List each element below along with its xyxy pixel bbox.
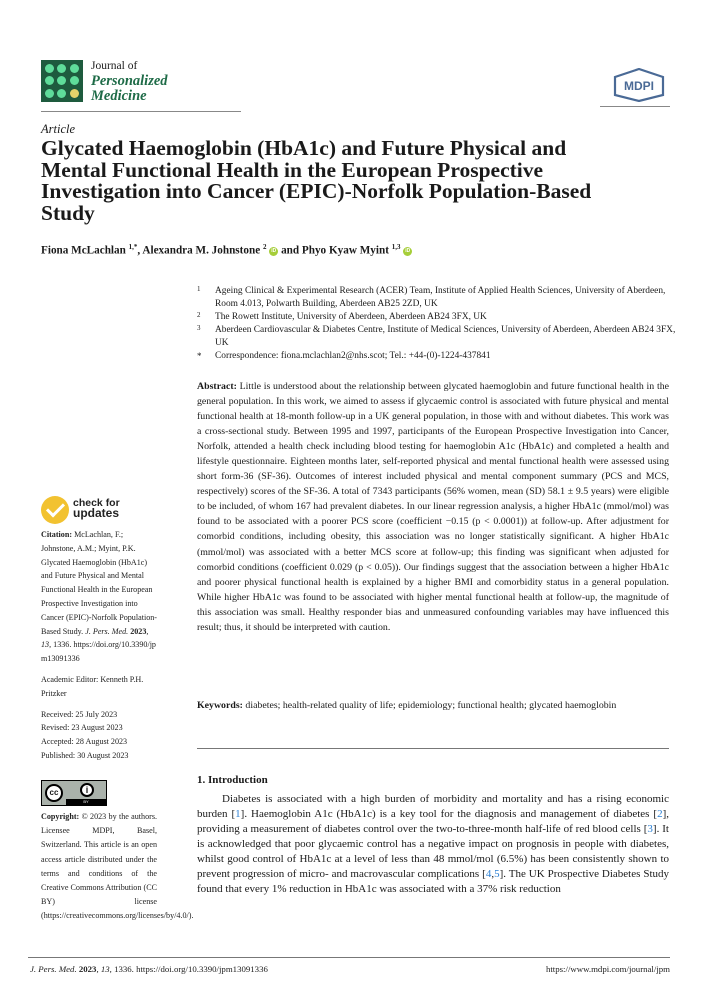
citation-label: Citation: xyxy=(41,530,73,539)
date-received: Received: 25 July 2023 xyxy=(41,709,118,719)
intro-text: ], providing a measurement of diabetes control over the two-to-three-month half-life of red blood cells [ xyxy=(197,808,669,835)
orcid-icon[interactable]: iD xyxy=(405,247,411,254)
citation-volume: 13 xyxy=(41,640,50,650)
orcid-icon[interactable]: iD xyxy=(271,247,277,254)
citation-year: 2023 xyxy=(130,626,147,636)
logo-dot xyxy=(57,76,66,85)
intro-text: ]. The UK Prospective Diabetes Study found that every 1% reduction in HbA1c was associated with a 37% risk reduction xyxy=(197,868,669,895)
affiliation-mark: 2 xyxy=(197,311,201,319)
introduction-paragraph xyxy=(197,792,669,897)
author-affiliation-marks: 1,* xyxy=(128,243,138,251)
by-label: BY xyxy=(66,799,106,805)
header-divider-left xyxy=(41,111,241,112)
logo-dot xyxy=(70,64,79,73)
date-published: Published: 30 August 2023 xyxy=(41,750,129,760)
citation-ref-link[interactable]: 4 xyxy=(485,868,492,880)
check-updates-line1: check for xyxy=(73,497,120,509)
affiliation-mark: * xyxy=(197,351,202,361)
academic-editor: Academic Editor: Kenneth P.H. Pritzker xyxy=(41,674,144,698)
journal-name-line1: Personalized xyxy=(91,73,168,89)
mdpi-logo-icon xyxy=(612,68,666,102)
intro-text: , xyxy=(491,868,495,880)
citation-ref-link[interactable]: 2 xyxy=(657,808,663,820)
author-affiliation-marks: 1,3 xyxy=(391,243,401,251)
affiliations xyxy=(197,285,677,363)
logo-dot xyxy=(70,76,79,85)
journal-name xyxy=(91,59,168,104)
footer-volume: 13 xyxy=(100,964,110,974)
footer-citation: J. Pers. Med. 2023, 13, 1336. https://doi.org/10.3390/jpm13091336 xyxy=(30,964,268,974)
author-name[interactable]: Phyo Kyaw Myint xyxy=(301,244,389,257)
citation-doi-link[interactable]: https://doi.org/10.3390/jpm13091336 xyxy=(41,640,156,664)
article-info-sidebar xyxy=(41,528,159,763)
author-separator: , xyxy=(137,244,143,257)
citation-article-no: 1336. xyxy=(53,640,72,650)
correspondence-item xyxy=(197,350,677,363)
copyright-label: Copyright: xyxy=(41,812,80,821)
affiliation-mark: 3 xyxy=(197,324,201,332)
logo-dot xyxy=(45,76,54,85)
abstract-divider xyxy=(197,748,669,749)
keywords-text: diabetes; health-related quality of life; epidemiology; functional health; glycated haemoglobin xyxy=(245,700,617,711)
section-heading-introduction: 1. Introduction xyxy=(197,774,268,786)
affiliation-text: Ageing Clinical & Experimental Research (ACER) Team, Institute of Applied Health Sciences, University of Aberdeen, Room 4.013, Polwarth Building, Aberdeen AB25 2ZD, UK xyxy=(215,286,666,309)
mdpi-logo-text: MDPI xyxy=(624,79,654,93)
affiliation-item xyxy=(197,324,677,350)
logo-dot xyxy=(57,89,66,98)
cc-by-license-badge[interactable] xyxy=(41,780,107,806)
intro-text: Diabetes is associated with a high burden of morbidity and mortality and has a rising economic burden [ xyxy=(197,793,669,820)
article-type: Article xyxy=(41,122,76,136)
page-title: Glycated Haemoglobin (HbA1c) and Future Physical and Mental Functional Health in the European Prospective Investigation into Cancer (EPIC)-Norfolk Population-Based Study xyxy=(41,136,592,225)
check-updates-line2: updates xyxy=(73,506,120,520)
logo-dot-accent xyxy=(70,89,79,98)
keywords-label: Keywords: xyxy=(197,700,243,711)
creative-commons-icon: cc xyxy=(45,784,63,802)
citation-text: McLachlan, F.; Johnstone, A.M.; Myint, P.K. Glycated Haemoglobin (HbA1c) and Future Physical and Mental Functional Health in the European Prospective Investigation into Cancer (EPIC)-Norfolk Population-Based Study. xyxy=(41,530,157,636)
author-separator: and xyxy=(278,244,302,257)
citation: Citation: McLachlan, F.; Johnstone, A.M.; Myint, P.K. Glycated Haemoglobin (HbA1c) and Future Physical and Mental Functional Health in the European Prospective Investigation into Cancer (EPIC)-Norfolk Population-Based Study. J. Pers. Med. 2023, 13, 1336. https://doi.org/10.3390/jpm13091336 xyxy=(41,530,157,664)
citation-ref-link[interactable]: 5 xyxy=(494,868,500,880)
affiliation-text: Aberdeen Cardiovascular & Diabetes Centre, Institute of Medical Sciences, University of Aberdeen, Aberdeen AB24 3FX, UK xyxy=(215,325,676,348)
footer-doi-link[interactable]: https://doi.org/10.3390/jpm13091336 xyxy=(136,964,268,974)
logo-dot xyxy=(57,64,66,73)
affiliation-item xyxy=(197,285,677,311)
footer-year: 2023 xyxy=(78,964,97,974)
author-affiliation-marks: 2 xyxy=(262,243,267,251)
logo-dot xyxy=(45,64,54,73)
copyright-text: © 2023 by the authors. Licensee MDPI, Basel, Switzerland. This article is an open access article distributed under the terms and conditions of the Creative Commons Attribution (CC BY) license (https://creativecommons.org/licenses/by/4.0/). xyxy=(41,812,194,921)
journal-prefix: Journal of xyxy=(91,60,138,72)
abstract-label: Abstract: xyxy=(197,381,237,392)
journal-logo xyxy=(41,60,83,102)
intro-text: ]. Haemoglobin A1c (HbA1c) is a key tool for the diagnosis and management of diabetes [ xyxy=(240,808,658,820)
check-updates-label xyxy=(73,498,120,518)
date-revised: Revised: 23 August 2023 xyxy=(41,723,123,733)
date-accepted: Accepted: 28 August 2023 xyxy=(41,737,128,747)
intro-text: ]. It is acknowledged that poor glycaemic control has a negative impact on prognosis in people with diabetes, whilst good control of HbA1c at a level of less than 48 mmol/mol (6.5%) has been consistently shown to prevent progression of micro- and macrovascular complications [ xyxy=(197,823,669,880)
logo-dot xyxy=(45,89,54,98)
citation-ref-link[interactable]: 1 xyxy=(235,808,241,820)
abstract-text: Little is understood about the relationship between glycated haemoglobin and future functional health in the general population. In this work, we aimed to assess if glycaemic control is associated with future physical and mental functional health at 18-month follow-up in a UK general population, in those with and without diabetes. This work was a cross-sectional study. Between 1995 and 1997, participants of the European Prospective Investigation into Cancer, Norfolk, attended a health check including blood testing for haemoglobin A1c (HbA1c) and completed a health and lifestyle questionnaire. Eighteen months later, self-reported physical and mental functional health were assessed using short form-36 (SF-36). Outcomes of interest included physical and mental component summary (PCS and MCS, respectively) scores of the SF-36. A total of 7343 participants (56% women, mean (SD) 58.1 ± 9.5 years) were eligible to be included, of whom 167 had prevalent diabetes. In our linear regression analysis, a higher HbA1c (mmol/mol) was found to be associated with a poorer PCS score (coefficient −0.15 (p < 0.0001)) at follow-up. After adjustment for comorbid conditions, including obesity, this association was no longer statistically significant. A higher HbA1c (mmol/mol) was associated with a better MCS score at follow-up; this finding was significant when adjusted for comorbid conditions (coefficient 0.029 (p < 0.05)). Our findings suggest that the association between a higher HbA1c and poorer physical functional health is explained by a higher BMI and comorbidity status in a general population. While higher HbA1c was found to be associated with higher mental functional health at follow-up, the magnitude of this association was small. Healthy responder bias and unmeasured confounding variables may have influenced this result; thus, it should be interpreted with caution. xyxy=(197,381,669,633)
check-for-updates-button[interactable] xyxy=(41,496,151,526)
author-name[interactable]: Fiona McLachlan xyxy=(41,244,126,257)
affiliation-item xyxy=(197,311,677,324)
affiliation-mark: 1 xyxy=(197,285,201,293)
journal-name-line2: Medicine xyxy=(91,88,147,104)
keywords xyxy=(197,698,669,713)
abstract xyxy=(197,379,669,635)
author-list xyxy=(41,243,412,257)
citation-journal: J. Pers. Med. xyxy=(85,626,129,636)
copyright-notice xyxy=(41,810,194,924)
attribution-person-icon: i xyxy=(80,783,94,797)
correspondence-text[interactable]: Correspondence: fiona.mclachlan2@nhs.scot; Tel.: +44-(0)-1224-437841 xyxy=(215,351,491,361)
footer-divider xyxy=(28,957,670,958)
affiliation-text: The Rowett Institute, University of Aberdeen, Aberdeen AB24 3FX, UK xyxy=(215,312,487,322)
check-updates-icon xyxy=(41,496,69,524)
header-divider-right xyxy=(600,106,670,107)
footer-journal: J. Pers. Med. xyxy=(30,964,77,974)
footer-article-no: 1336. xyxy=(114,964,134,974)
author-name[interactable]: Alexandra M. Johnstone xyxy=(142,244,261,257)
footer-journal-url[interactable]: https://www.mdpi.com/journal/jpm xyxy=(545,964,670,974)
citation-ref-link[interactable]: 3 xyxy=(647,823,653,835)
